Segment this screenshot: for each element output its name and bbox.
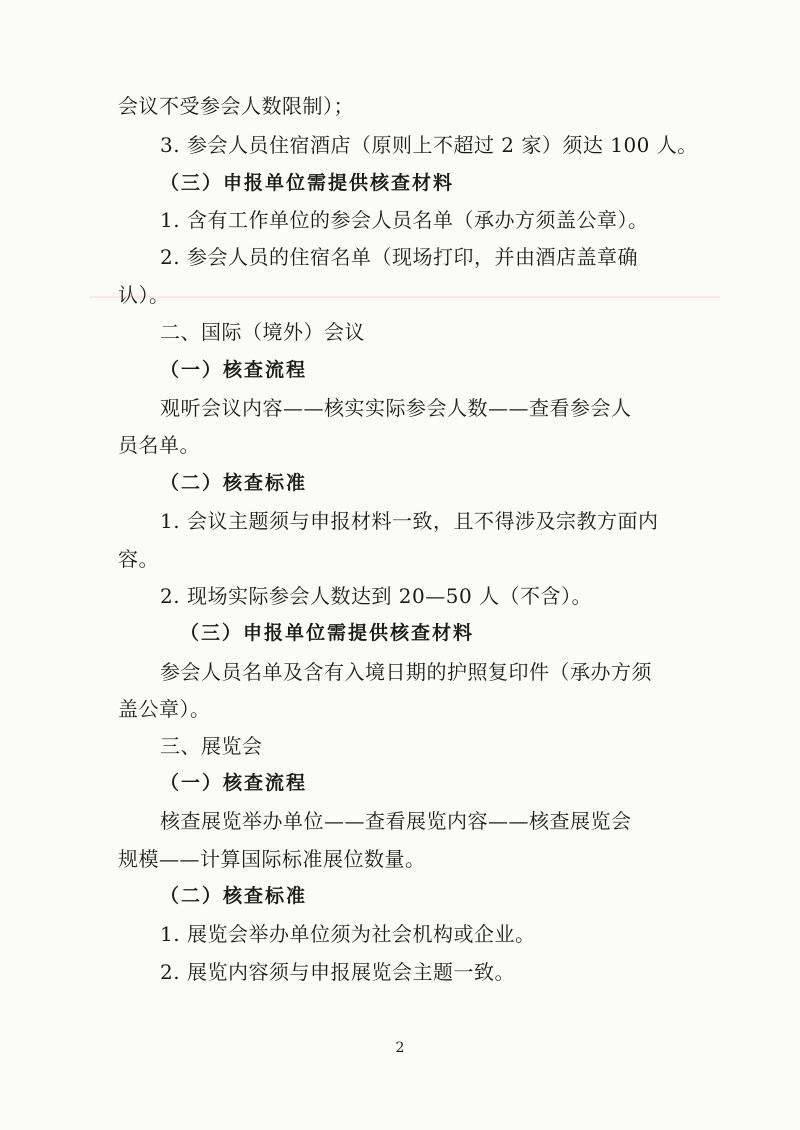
text-line: 1. 会议主题须与申报材料一致，且不得涉及宗教方面内 [160, 509, 659, 533]
text-line: 规模——计算国际标准展位数量。 [118, 847, 426, 871]
section-heading: （三）申报单位需提供核查材料 [180, 622, 475, 644]
text-line: 观听会议内容——核实实际参会人数——查看参会人 [160, 396, 632, 420]
text-line: 2. 参会人员的住宿名单（现场打印，并由酒店盖章确 [160, 245, 638, 269]
text-line: 认）。 [118, 283, 170, 307]
text-line: 2. 展览内容须与申报展览会主题一致。 [160, 960, 515, 984]
text-line: 2. 现场实际参会人数达到 20—50 人（不含）。 [160, 584, 593, 608]
text-line: 核查展览举办单位——查看展览内容——核查展览会 [160, 809, 632, 833]
text-line: 1. 展览会举办单位须为社会机构或企业。 [160, 922, 536, 946]
text-line: 3. 参会人员住宿酒店（原则上不超过 2 家）须达 100 人。 [160, 133, 698, 157]
section-heading: （一）核查流程 [160, 772, 308, 794]
bleed-through-line [90, 296, 720, 298]
section-heading: （一）核查流程 [160, 359, 308, 381]
text-line: 员名单。 [118, 433, 200, 457]
section-heading: （三）申报单位需提供核查材料 [160, 172, 455, 194]
text-line: 参会人员名单及含有入境日期的护照复印件（承办方须 [160, 660, 652, 684]
page-number: 2 [395, 1040, 405, 1056]
chapter-heading: 三、展览会 [160, 734, 263, 758]
text-line: 盖公章）。 [118, 697, 211, 721]
text-line: 会议不受参会人数限制）； [118, 94, 354, 118]
chapter-heading: 二、国际（境外）会议 [160, 320, 365, 344]
section-heading: （二）核查标准 [160, 885, 308, 907]
text-line: 容。 [118, 547, 159, 571]
section-heading: （二）核查标准 [160, 472, 308, 494]
text-line: 1. 含有工作单位的参会人员名单（承办方须盖公章）。 [160, 208, 649, 232]
